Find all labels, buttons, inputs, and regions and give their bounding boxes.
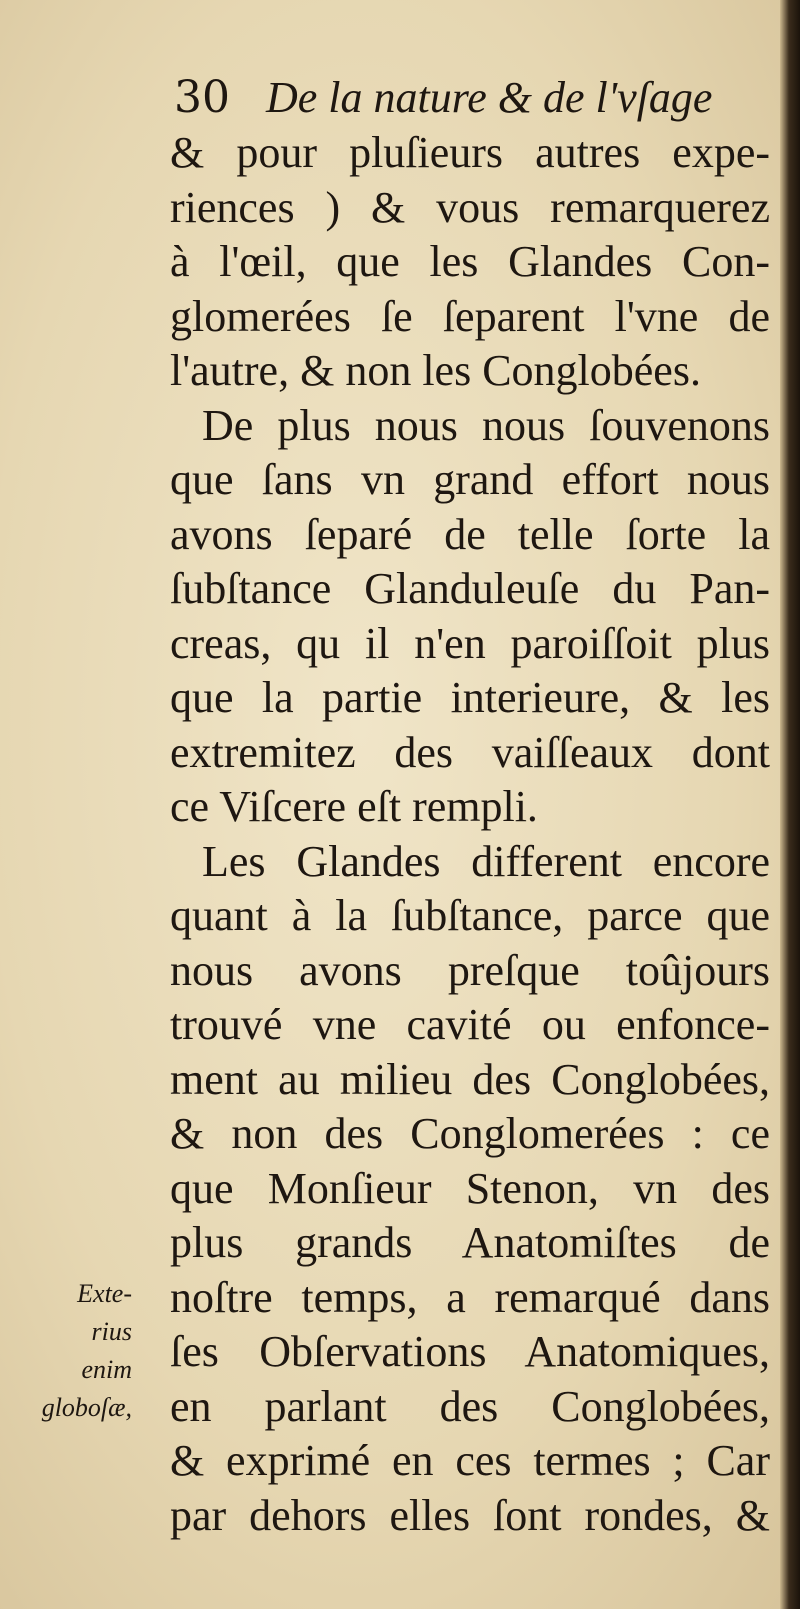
text-line: quant à la ſubſtance, parce que — [170, 891, 770, 940]
body-text — [170, 126, 770, 1543]
text-line: Les Glandes different encore — [202, 836, 770, 886]
page-number: 30 — [174, 72, 230, 123]
text-line: De plus nous nous ſouvenons — [202, 400, 770, 450]
margin-note-line: enim — [81, 1355, 132, 1384]
text-line: l'autre, & non les Conglobées. — [170, 346, 701, 395]
book-gutter — [780, 0, 800, 1609]
text-line: en parlant des Conglobées, — [170, 1381, 770, 1431]
text-line: creas, qu il n'en paroiſſoit plus — [170, 618, 770, 668]
text-line: ce Viſcere eſt rempli. — [170, 782, 538, 831]
text-line: nous avons preſque toûjours — [170, 945, 770, 995]
text-line: que Monſieur Stenon, vn des — [170, 1163, 770, 1213]
text-line: que ſans vn grand effort nous — [170, 455, 770, 504]
text-line: que la partie interieure, & les — [170, 673, 770, 722]
text-line: par dehors elles ſont rondes, & — [170, 1490, 770, 1540]
margin-note-line: Exte- — [77, 1279, 132, 1308]
text-line: ment au milieu des Conglobées, — [170, 1054, 770, 1104]
text-line: ſubſtance Glanduleuſe du Pan- — [170, 564, 770, 613]
text-line: trouvé vne cavité ou enfonce- — [170, 1000, 770, 1049]
text-line: & exprimé en ces termes ; Car — [170, 1436, 770, 1485]
text-line: à l'œil, que les Glandes Con- — [170, 237, 770, 286]
running-header — [174, 66, 774, 130]
text-line: avons ſeparé de telle ſorte la — [170, 509, 770, 559]
running-title: De la nature & de l'vſage — [266, 73, 713, 122]
text-line: riences ) & vous remarquerez — [170, 182, 770, 232]
text-line: ſes Obſervations Anatomiques, — [170, 1327, 770, 1376]
text-line: glomerées ſe ſeparent l'vne de — [170, 291, 770, 341]
text-line: & pour pluſieurs autres expe- — [170, 128, 770, 177]
text-line: extremitez des vaiſſeaux dont — [170, 727, 770, 777]
margin-note — [32, 1275, 132, 1427]
text-line: plus grands Anatomiſtes de — [170, 1218, 770, 1267]
margin-note-line: globoſæ, — [41, 1393, 132, 1422]
text-line: noſtre temps, a remarqué dans — [170, 1272, 770, 1322]
text-line: & non des Conglomerées : ce — [170, 1109, 770, 1158]
margin-note-line: rius — [91, 1317, 132, 1346]
